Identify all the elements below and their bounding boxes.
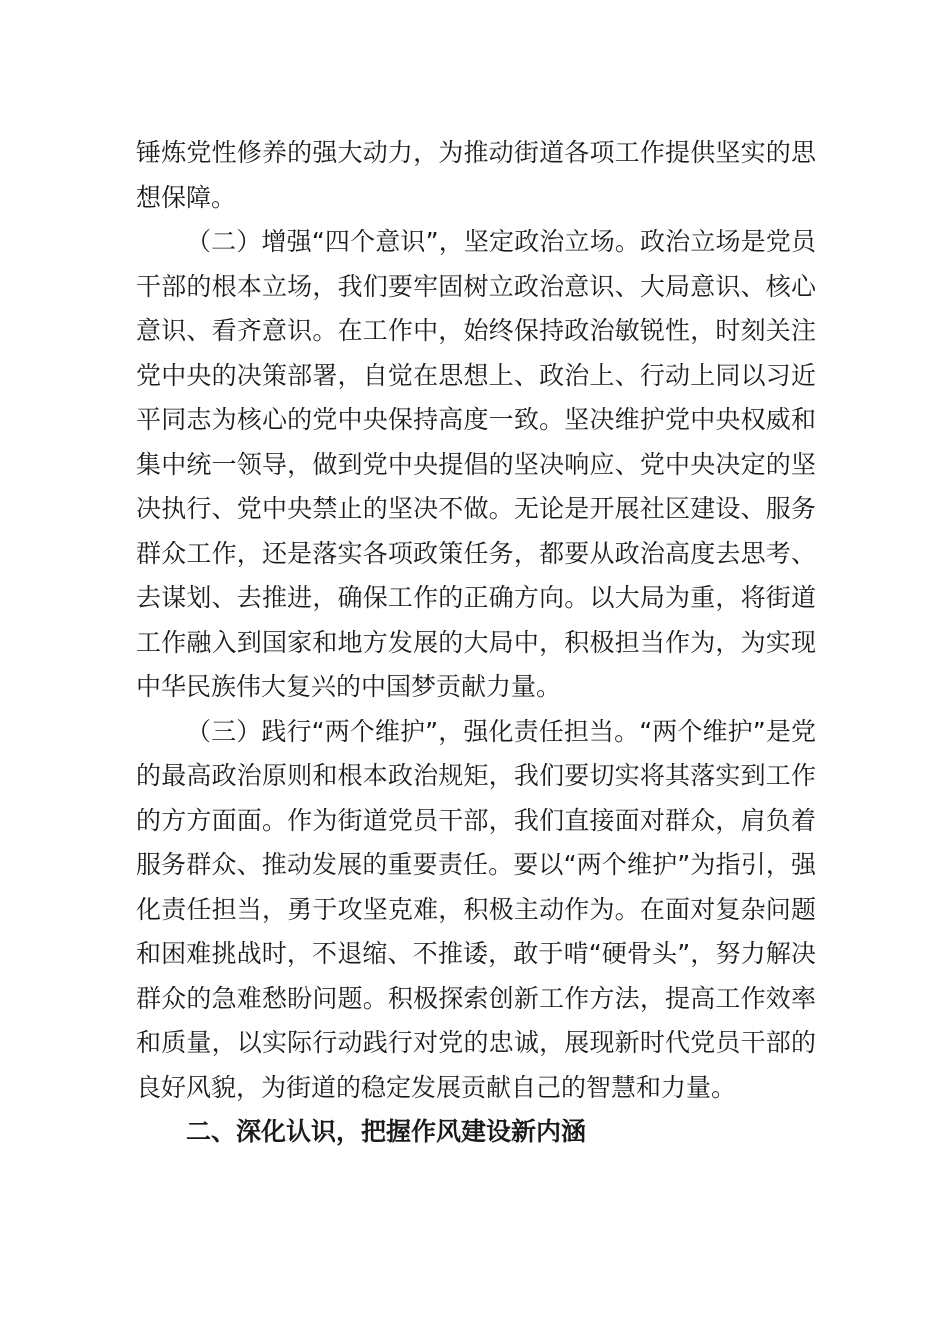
paragraph-continuation: 锤炼党性修养的强大动力，为推动街道各项工作提供坚实的思想保障。: [136, 138, 816, 212]
paragraph-two-safeguards: （三）践行“两个维护”，强化责任担当。“两个维护”是党的最高政治原则和根本政治规矩，我们要切实将其落实到工作的方方面面。作为街道党员干部，我们直接面对群众，肩负着服务群众、推动发展的重要责任。要以“两个维护”为指引，强化责任担当，勇于攻坚克难，积极主动作为。在面对复杂问题和困难挑战时，不退缩、不推诿，敢于啃“硬骨头”，努力解决群众的急难愁盼问题。积极探索创新工作方法，提高工作效率和质量，以实际行动践行对党的忠诚，展现新时代党员干部的良好风貌，为街道的稳定发展贡献自己的智慧和力量。: [136, 716, 816, 1102]
paragraph-political-stance: （二）增强“四个意识”，坚定政治立场。政治立场是党员干部的根本立场，我们要牢固树立政治意识、大局意识、核心意识、看齐意识。在工作中，始终保持政治敏锐性，时刻关注党中央的决策部署，自觉在思想上、政治上、行动上同以习近平同志为核心的党中央保持高度一致。坚决维护党中央权威和集中统一领导，做到党中央提倡的坚决响应、党中央决定的坚决执行、党中央禁止的坚决不做。无论是开展社区建设、服务群众工作，还是落实各项政策任务，都要从政治高度去思考、去谋划、去推进，确保工作的正确方向。以大局为重，将街道工作融入到国家和地方发展的大局中，积极担当作为，为实现中华民族伟大复兴的中国梦贡献力量。: [136, 227, 816, 701]
section-heading: 二、深化认识，把握作风建设新内涵: [186, 1117, 587, 1146]
document-body: [136, 131, 816, 1155]
